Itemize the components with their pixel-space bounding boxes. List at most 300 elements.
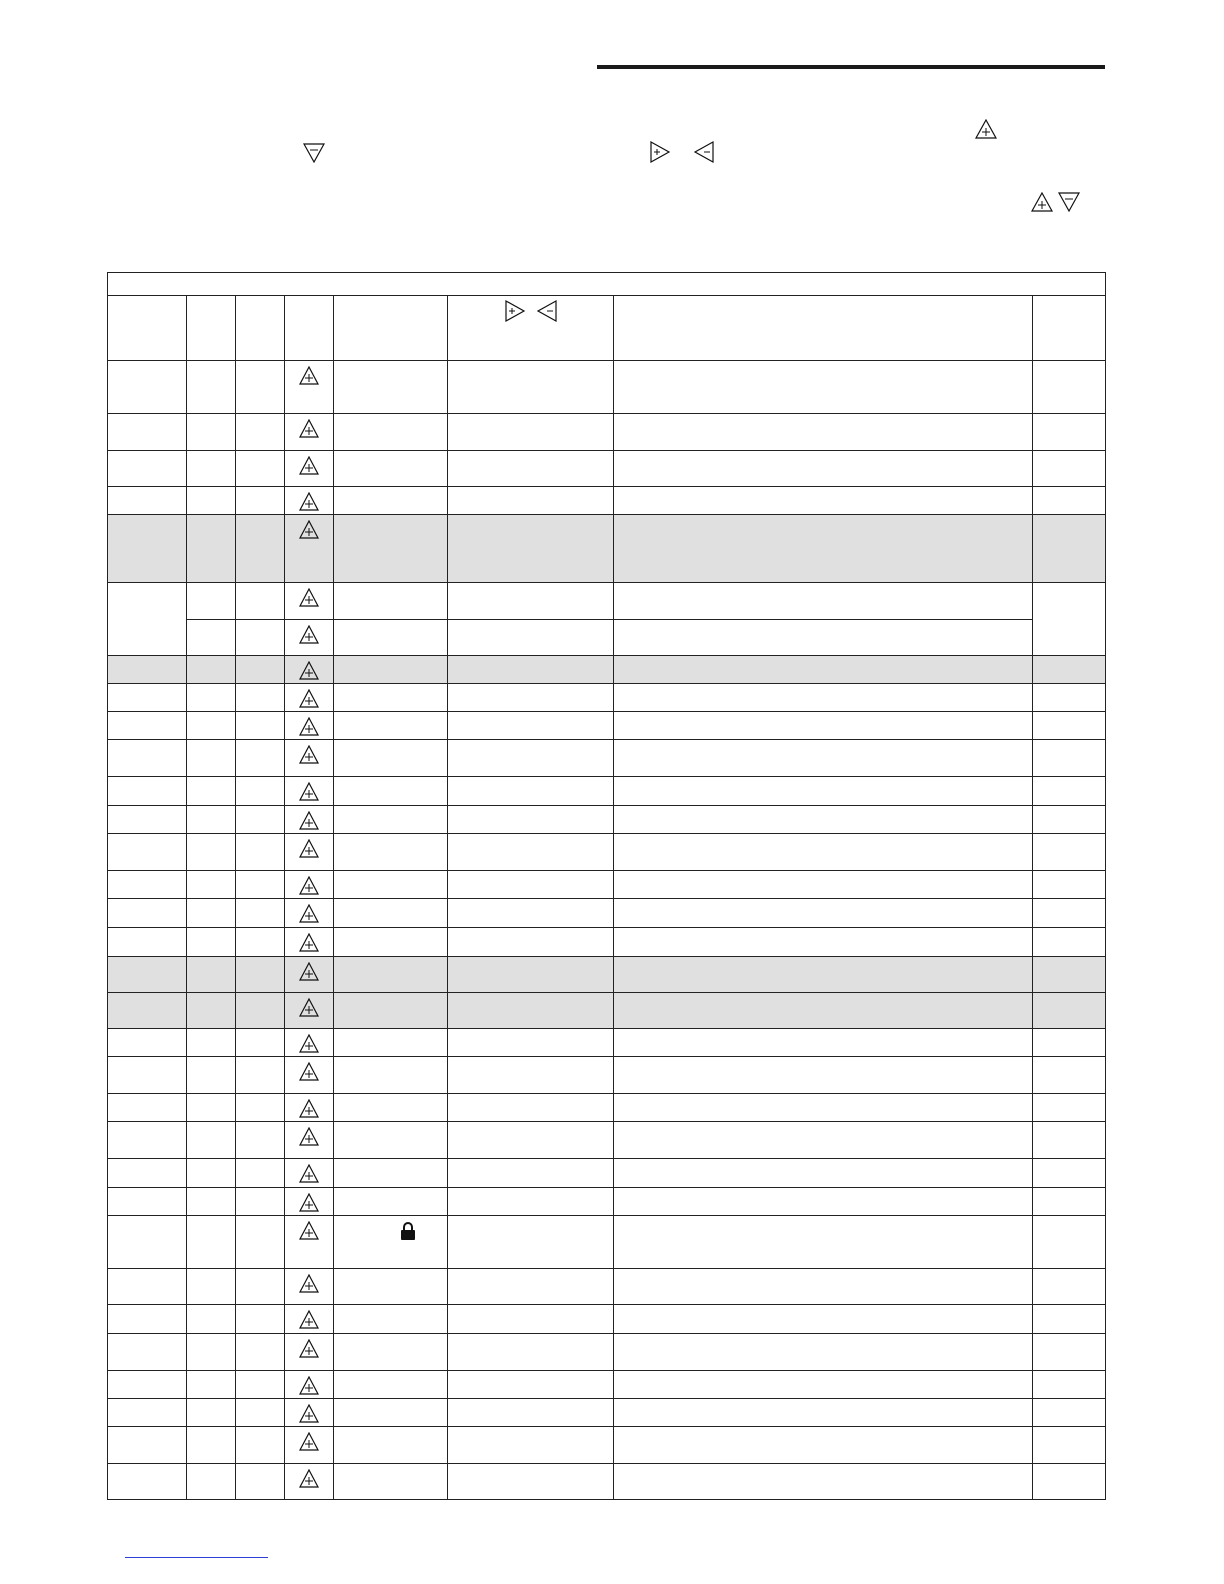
table-cell xyxy=(236,515,285,583)
table-cell xyxy=(614,928,1033,957)
table-cell xyxy=(108,361,187,414)
table-cell xyxy=(614,684,1033,712)
marker-cell xyxy=(285,583,334,620)
table-cell xyxy=(614,1094,1033,1122)
header-cell xyxy=(108,296,187,361)
right-plus-button-icon xyxy=(650,141,670,163)
table-cell xyxy=(334,1216,448,1269)
table-cell xyxy=(187,1464,236,1500)
up-plus-button-icon xyxy=(285,1062,333,1081)
table-cell xyxy=(1033,1427,1106,1464)
table-cell xyxy=(236,777,285,806)
table-cell xyxy=(448,583,614,620)
table-cell xyxy=(334,583,448,620)
table-cell xyxy=(236,1029,285,1057)
section-rule xyxy=(597,65,1105,69)
table-cell xyxy=(448,656,614,684)
table-cell xyxy=(1033,1057,1106,1094)
table-cell xyxy=(1033,583,1106,656)
up-plus-button-icon xyxy=(285,661,333,680)
table-cell xyxy=(1033,834,1106,871)
table-cell xyxy=(108,656,187,684)
table-row xyxy=(108,1057,1106,1094)
table-cell xyxy=(334,1305,448,1334)
table-cell xyxy=(108,515,187,583)
marker-cell xyxy=(285,928,334,957)
table-cell xyxy=(1033,451,1106,487)
up-plus-button-icon xyxy=(285,745,333,764)
table-cell xyxy=(236,712,285,740)
table-cell xyxy=(448,1029,614,1057)
table-cell xyxy=(334,620,448,656)
table-row xyxy=(108,993,1106,1029)
table-cell xyxy=(236,1057,285,1094)
table-cell xyxy=(108,487,187,515)
table-cell xyxy=(1033,1029,1106,1057)
table-cell xyxy=(448,806,614,834)
table-cell xyxy=(108,993,187,1029)
table-cell xyxy=(448,684,614,712)
up-plus-button-icon xyxy=(285,689,333,708)
table-row xyxy=(108,834,1106,871)
table-cell xyxy=(614,1305,1033,1334)
table-cell xyxy=(1033,712,1106,740)
table-cell xyxy=(187,1269,236,1305)
up-plus-button-icon xyxy=(285,625,333,644)
table-row xyxy=(108,1269,1106,1305)
up-plus-button-icon xyxy=(285,1221,333,1240)
table-cell xyxy=(236,1216,285,1269)
marker-cell xyxy=(285,1269,334,1305)
marker-cell xyxy=(285,656,334,684)
table-cell xyxy=(187,928,236,957)
table-cell xyxy=(334,1094,448,1122)
table-cell xyxy=(448,899,614,928)
table-cell xyxy=(187,957,236,993)
table-cell xyxy=(448,1094,614,1122)
table-cell xyxy=(334,1188,448,1216)
table-cell xyxy=(334,656,448,684)
table-cell xyxy=(334,806,448,834)
table-cell xyxy=(187,899,236,928)
marker-cell xyxy=(285,684,334,712)
up-plus-button-icon xyxy=(285,1469,333,1488)
table-cell xyxy=(187,712,236,740)
table-cell xyxy=(108,1159,187,1188)
table-row xyxy=(108,1122,1106,1159)
table-cell xyxy=(1033,1334,1106,1371)
header-cell xyxy=(334,296,448,361)
table-cell xyxy=(187,1188,236,1216)
table-cell xyxy=(236,1371,285,1399)
marker-cell xyxy=(285,1057,334,1094)
table-row xyxy=(108,487,1106,515)
table-cell xyxy=(614,1122,1033,1159)
table-cell xyxy=(1033,1305,1106,1334)
table-cell xyxy=(236,993,285,1029)
table-cell xyxy=(187,993,236,1029)
up-plus-button-icon xyxy=(285,1099,333,1118)
table-cell xyxy=(187,871,236,899)
table-cell xyxy=(1033,361,1106,414)
table-row xyxy=(108,1371,1106,1399)
table-row xyxy=(108,740,1106,777)
table-row xyxy=(108,1029,1106,1057)
marker-cell xyxy=(285,1159,334,1188)
table-row xyxy=(108,806,1106,834)
marker-cell xyxy=(285,1399,334,1427)
table-cell xyxy=(187,740,236,777)
left-minus-button-icon xyxy=(537,300,557,327)
table-cell xyxy=(187,684,236,712)
table-cell xyxy=(334,834,448,871)
table-cell xyxy=(334,361,448,414)
table-row xyxy=(108,1427,1106,1464)
table-title-row xyxy=(108,273,1106,296)
table-cell xyxy=(614,361,1033,414)
table-cell xyxy=(614,740,1033,777)
table-row xyxy=(108,583,1106,620)
table-cell xyxy=(1033,1464,1106,1500)
table-cell xyxy=(334,712,448,740)
table-cell xyxy=(448,993,614,1029)
table-cell xyxy=(448,1216,614,1269)
table-row xyxy=(108,712,1106,740)
table-cell xyxy=(187,1334,236,1371)
table-cell xyxy=(108,1057,187,1094)
table-cell xyxy=(108,1269,187,1305)
table-row xyxy=(108,1188,1106,1216)
marker-cell xyxy=(285,487,334,515)
table-cell xyxy=(236,1188,285,1216)
table-cell xyxy=(236,656,285,684)
table-cell xyxy=(448,740,614,777)
table-cell xyxy=(187,1094,236,1122)
table-cell xyxy=(614,1269,1033,1305)
table-cell xyxy=(448,1188,614,1216)
table-cell xyxy=(108,451,187,487)
table-cell xyxy=(334,871,448,899)
table-cell xyxy=(614,712,1033,740)
marker-cell xyxy=(285,957,334,993)
table-cell xyxy=(108,899,187,928)
table-cell xyxy=(448,1122,614,1159)
table-row xyxy=(108,871,1106,899)
table-cell xyxy=(334,740,448,777)
table-cell xyxy=(1033,1159,1106,1188)
marker-cell xyxy=(285,899,334,928)
table-cell xyxy=(108,1188,187,1216)
up-plus-button-icon xyxy=(285,588,333,607)
table-cell xyxy=(614,1334,1033,1371)
table-cell xyxy=(236,361,285,414)
table-cell xyxy=(187,1427,236,1464)
header-cell xyxy=(187,296,236,361)
table-cell xyxy=(108,1334,187,1371)
table-cell xyxy=(1033,871,1106,899)
footer-link-underline[interactable] xyxy=(125,1557,268,1558)
up-plus-button-icon xyxy=(285,904,333,923)
table-row xyxy=(108,451,1106,487)
table-cell xyxy=(187,414,236,451)
table-cell xyxy=(334,1122,448,1159)
left-minus-button-icon xyxy=(694,141,714,163)
table-cell xyxy=(334,1371,448,1399)
up-plus-button-icon xyxy=(285,520,333,539)
table-cell xyxy=(187,1029,236,1057)
table-cell xyxy=(614,1399,1033,1427)
marker-cell xyxy=(285,361,334,414)
up-plus-button-icon xyxy=(285,1310,333,1329)
table-cell xyxy=(448,928,614,957)
marker-cell xyxy=(285,1122,334,1159)
table-cell xyxy=(236,899,285,928)
marker-cell xyxy=(285,451,334,487)
table-cell xyxy=(236,1269,285,1305)
marker-cell xyxy=(285,740,334,777)
table-cell xyxy=(334,899,448,928)
marker-cell xyxy=(285,1334,334,1371)
table-cell xyxy=(614,620,1033,656)
table-cell xyxy=(614,451,1033,487)
table-cell xyxy=(236,684,285,712)
table-cell xyxy=(1033,777,1106,806)
table-cell xyxy=(334,928,448,957)
up-plus-button-icon xyxy=(285,1274,333,1293)
table-cell xyxy=(108,1427,187,1464)
table-cell xyxy=(614,1029,1033,1057)
table-cell xyxy=(448,1399,614,1427)
table-cell xyxy=(334,777,448,806)
marker-cell xyxy=(285,1464,334,1500)
table-cell xyxy=(614,656,1033,684)
up-plus-button-icon xyxy=(285,839,333,858)
table-cell xyxy=(448,451,614,487)
table-cell xyxy=(236,1334,285,1371)
table-cell xyxy=(448,957,614,993)
table-row xyxy=(108,899,1106,928)
table-title xyxy=(108,273,1106,296)
table-cell xyxy=(614,1464,1033,1500)
table-cell xyxy=(448,361,614,414)
table-cell xyxy=(614,1371,1033,1399)
table-cell xyxy=(1033,1399,1106,1427)
up-plus-button-icon xyxy=(285,811,333,830)
table-cell xyxy=(187,451,236,487)
table-cell xyxy=(1033,899,1106,928)
down-minus-button-icon xyxy=(303,143,325,163)
parameter-table xyxy=(107,272,1106,1500)
table-cell xyxy=(108,777,187,806)
table-cell xyxy=(448,414,614,451)
table-row xyxy=(108,1216,1106,1269)
table-cell xyxy=(187,777,236,806)
table-cell xyxy=(334,1269,448,1305)
table-cell xyxy=(108,1305,187,1334)
table-cell xyxy=(108,1399,187,1427)
table-cell xyxy=(108,871,187,899)
marker-cell xyxy=(285,1305,334,1334)
table-cell xyxy=(108,684,187,712)
marker-cell xyxy=(285,414,334,451)
marker-cell xyxy=(285,993,334,1029)
table-cell xyxy=(334,1464,448,1500)
table-cell xyxy=(334,1427,448,1464)
table-cell xyxy=(187,1371,236,1399)
table-cell xyxy=(236,583,285,620)
table-cell xyxy=(334,957,448,993)
table-cell xyxy=(1033,957,1106,993)
table-cell xyxy=(1033,1269,1106,1305)
table-row xyxy=(108,656,1106,684)
table-cell xyxy=(187,361,236,414)
table-cell xyxy=(236,620,285,656)
table-cell xyxy=(1033,1122,1106,1159)
marker-cell xyxy=(285,806,334,834)
table-cell xyxy=(1033,740,1106,777)
marker-cell xyxy=(285,871,334,899)
table-cell xyxy=(614,583,1033,620)
table-row xyxy=(108,777,1106,806)
table-cell xyxy=(108,740,187,777)
table-cell xyxy=(108,712,187,740)
table-cell xyxy=(236,928,285,957)
table-cell xyxy=(448,1159,614,1188)
table-cell xyxy=(236,806,285,834)
table-cell xyxy=(614,1159,1033,1188)
table-cell xyxy=(448,1269,614,1305)
table-cell xyxy=(236,1305,285,1334)
table-cell xyxy=(614,414,1033,451)
table-cell xyxy=(236,740,285,777)
up-plus-button-icon xyxy=(285,1376,333,1395)
header-cell xyxy=(448,296,614,361)
table-cell xyxy=(108,1216,187,1269)
table-cell xyxy=(108,583,187,656)
table-cell xyxy=(236,487,285,515)
table-cell xyxy=(1033,993,1106,1029)
up-plus-button-icon xyxy=(285,456,333,475)
table-cell xyxy=(1033,1216,1106,1269)
table-cell xyxy=(1033,1094,1106,1122)
table-cell xyxy=(108,1094,187,1122)
table-cell xyxy=(108,1371,187,1399)
table-cell xyxy=(334,515,448,583)
table-cell xyxy=(614,777,1033,806)
marker-cell xyxy=(285,1188,334,1216)
marker-cell xyxy=(285,777,334,806)
up-plus-button-icon xyxy=(285,1404,333,1423)
table-cell xyxy=(187,583,236,620)
table-cell xyxy=(334,1057,448,1094)
up-plus-button-icon xyxy=(285,366,333,385)
table-cell xyxy=(614,871,1033,899)
table-cell xyxy=(1033,806,1106,834)
header-cell xyxy=(1033,296,1106,361)
table-cell xyxy=(614,1216,1033,1269)
table-cell xyxy=(187,834,236,871)
marker-cell xyxy=(285,620,334,656)
table-cell xyxy=(236,1464,285,1500)
table-cell xyxy=(448,1427,614,1464)
up-plus-button-icon xyxy=(285,1127,333,1146)
table-cell xyxy=(187,515,236,583)
table-cell xyxy=(187,806,236,834)
marker-cell xyxy=(285,1371,334,1399)
up-plus-button-icon xyxy=(285,419,333,438)
table-cell xyxy=(614,834,1033,871)
up-plus-button-icon xyxy=(285,998,333,1017)
up-plus-button-icon xyxy=(285,1432,333,1451)
up-plus-button-icon xyxy=(285,1193,333,1212)
table-cell xyxy=(236,1427,285,1464)
table-cell xyxy=(236,451,285,487)
table-cell xyxy=(108,928,187,957)
table-cell xyxy=(334,1334,448,1371)
table-cell xyxy=(1033,515,1106,583)
padlock-icon xyxy=(400,1221,416,1246)
table-cell xyxy=(334,451,448,487)
table-cell xyxy=(614,515,1033,583)
table-cell xyxy=(614,993,1033,1029)
marker-cell xyxy=(285,712,334,740)
up-plus-button-icon xyxy=(285,962,333,981)
table-row xyxy=(108,1399,1106,1427)
table-cell xyxy=(187,1399,236,1427)
up-plus-button-icon xyxy=(285,1339,333,1358)
table-cell xyxy=(187,656,236,684)
table-cell xyxy=(108,1122,187,1159)
table-cell xyxy=(187,1305,236,1334)
table-cell xyxy=(334,414,448,451)
header-cell xyxy=(614,296,1033,361)
table-cell xyxy=(334,1029,448,1057)
table-cell xyxy=(334,1399,448,1427)
table-cell xyxy=(448,1464,614,1500)
table-cell xyxy=(1033,414,1106,451)
table-cell xyxy=(448,1057,614,1094)
table-cell xyxy=(1033,928,1106,957)
table-cell xyxy=(187,487,236,515)
table-cell xyxy=(614,806,1033,834)
table-row xyxy=(108,515,1106,583)
header-cell xyxy=(285,296,334,361)
table-cell xyxy=(236,1399,285,1427)
header-cell xyxy=(236,296,285,361)
table-row xyxy=(108,1305,1106,1334)
table-row xyxy=(108,1464,1106,1500)
table-cell xyxy=(187,620,236,656)
up-plus-button-icon xyxy=(285,1034,333,1053)
table-cell xyxy=(448,871,614,899)
table-cell xyxy=(236,871,285,899)
right-plus-button-icon xyxy=(505,300,525,327)
table-cell xyxy=(108,834,187,871)
table-row xyxy=(108,620,1106,656)
table-cell xyxy=(187,1159,236,1188)
up-plus-button-icon xyxy=(285,933,333,952)
table-cell xyxy=(108,806,187,834)
table-cell xyxy=(236,414,285,451)
up-plus-button-icon xyxy=(285,717,333,736)
marker-cell xyxy=(285,1216,334,1269)
up-plus-button-icon xyxy=(285,1164,333,1183)
table-cell xyxy=(1033,684,1106,712)
table-row xyxy=(108,1094,1106,1122)
table-cell xyxy=(236,1159,285,1188)
table-row xyxy=(108,684,1106,712)
table-cell xyxy=(1033,656,1106,684)
